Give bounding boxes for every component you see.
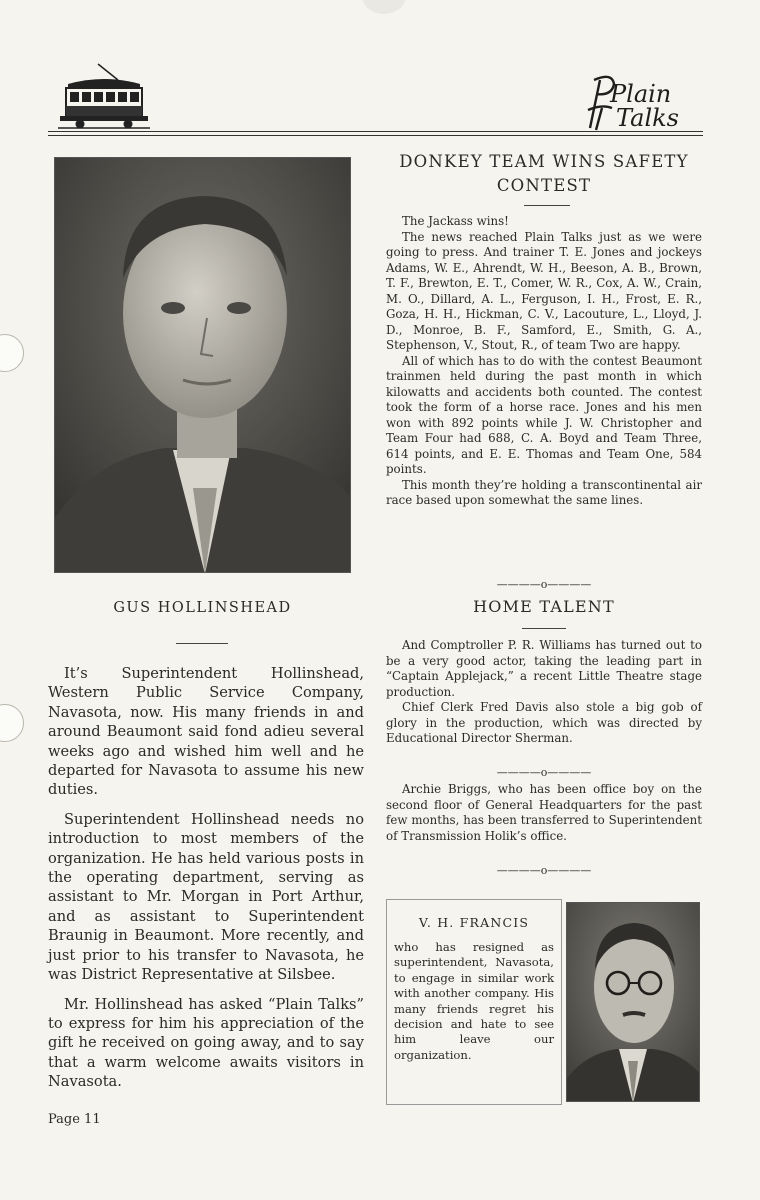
separator-2: ————o————	[496, 766, 592, 779]
donkey-article-title	[386, 150, 702, 198]
donkey-paragraph-3: All of which has to do with the contest Beaumont trainmen held during the past month in which kilowatts and accidents both counted. The contest took the form of a horse race. Jones and his men won with 892 points while J. W. Christopher and Team Four had 688, C. A. Boyd and Team Three, 614 points, and E. E. Thomas and Team One, 584 points.	[386, 353, 702, 476]
archie-briggs-item	[386, 782, 702, 844]
donkey-paragraph-1: The Jackass wins!	[402, 214, 509, 228]
caption-divider	[176, 643, 228, 644]
francis-name: V. H. FRANCIS	[418, 915, 530, 930]
hollinshead-paragraph-2: Superintendent Hollinshead needs no introduction to most members of the organization. He has held various posts in the operating department, serving as assistant to Mr. Morgan in Port Arthur, and as assistant to Superintendent Braunig in Beaumont. More recently, and just prior to his transfer to Navasota, he was District Representative at Silsbee.	[48, 810, 364, 984]
punch-hole-upper	[0, 334, 24, 372]
portrait-photo-francis	[566, 902, 700, 1102]
archie-paragraph: Archie Briggs, who has been office boy on the second floor of General Headquarters for the past few months, has been transferred to Superintendent of Transmission Holik’s office.	[386, 782, 702, 843]
header-rule	[48, 131, 703, 136]
masthead-title-line1: Plain	[610, 80, 672, 108]
francis-text: who has resigned as superintendent, Navasota, to engage in similar work with another company. His many friends regret his decision and hate to see him leave our organization.	[394, 940, 554, 1062]
page-number: Page 11	[48, 1112, 101, 1127]
home-talent-body	[386, 638, 702, 747]
hollinshead-paragraph-3: Mr. Hollinshead has asked “Plain Talks” to express for him his appreciation of the gift he received on going away, and to say that a warm welcome awaits visitors in Navasota.	[48, 995, 364, 1091]
donkey-title-line1: DONKEY TEAM WINS SAFETY	[399, 152, 689, 171]
masthead-title-line2: Talks	[616, 104, 679, 132]
portrait-caption: GUS HOLLINSHEAD	[113, 600, 292, 616]
masthead-logo	[582, 72, 702, 132]
hollinshead-paragraph-1: It’s Superintendent Hollinshead, Western Public Service Company, Navasota, now. His many friends in and around Beaumont said fond adieu several weeks ago and wished him well and he departed for Navasota to assume his new duties.	[48, 665, 364, 799]
home-talent-divider	[522, 628, 566, 629]
separator-3: ————o————	[496, 864, 592, 877]
hollinshead-article	[48, 664, 364, 1102]
home-talent-paragraph-1: And Comptroller P. R. Williams has turned out to be a very good actor, taking the leading part in “Captain Applejack,” a recent Little Theatre stage production.	[386, 638, 702, 699]
separator-1: ————o————	[496, 578, 592, 591]
home-talent-paragraph-2: Chief Clerk Fred Davis also stole a big gob of glory in the production, which was directed by Educational Director Sherman.	[386, 700, 702, 745]
punch-hole-lower	[0, 704, 24, 742]
home-talent-title: HOME TALENT	[473, 597, 615, 616]
donkey-title-line2: CONTEST	[496, 176, 592, 195]
trolley-car-icon	[58, 62, 150, 130]
donkey-paragraph-2: The news reached Plain Talks just as we were going to press. And trainer T. E. Jones and jockeys Adams, W. E., Ahrendt, W. H., Beeson, A. B., Brown, T. F., Brewton, E. T., Comer, W. R., Cox, A. W., Crain, M. O., Dillard, A. L., Ferguson, I. H., Frost, E. R., Goza, H. H., Hickman, C. V., Lacouture, L., Lloyd, J. D., Monroe, B. F., Samford, E., Smith, G. A., Stephenson, V., Stout, R., of team Two are happy.	[386, 229, 702, 352]
portrait-photo-hollinshead	[54, 157, 351, 573]
page-top-notch	[362, 0, 406, 14]
donkey-title-divider	[524, 205, 570, 206]
donkey-paragraph-4: This month they’re holding a transcontinental air race based upon somewhat the same lines.	[386, 477, 702, 507]
donkey-article-body	[386, 214, 702, 509]
